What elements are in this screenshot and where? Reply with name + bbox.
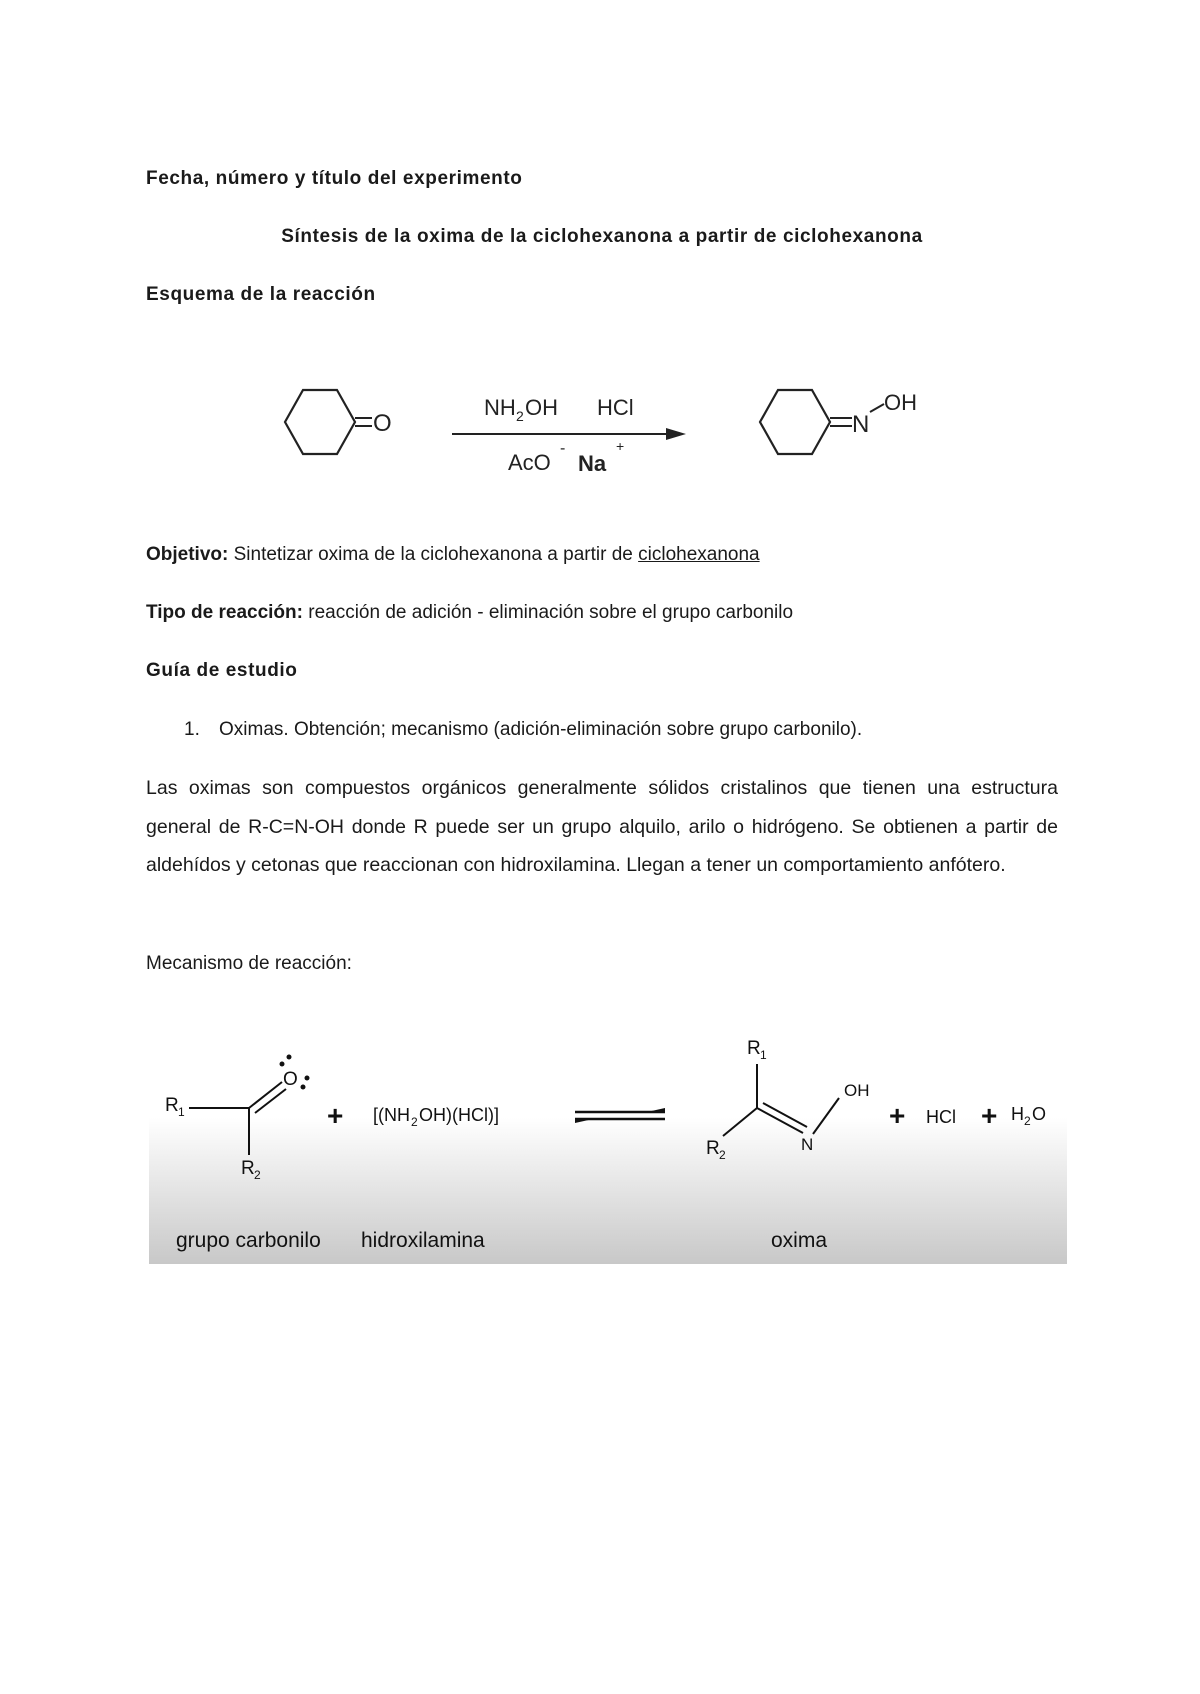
reagent-plus: + xyxy=(616,438,625,454)
tipo-text: reacción de adición - eliminación sobre el grupo carbonilo xyxy=(302,602,794,623)
caption-oxima: oxima xyxy=(771,1229,828,1252)
fecha-heading: Fecha, número y título del experimento xyxy=(146,168,523,189)
mech-prod-r1: R xyxy=(747,1038,761,1059)
list-item-number: 1. xyxy=(184,719,200,740)
mech-h2o-o: O xyxy=(1032,1104,1047,1124)
reaction-arrow-head xyxy=(666,428,686,440)
mech-prod-oh: OH xyxy=(844,1081,870,1100)
reagent-hcl: HCl xyxy=(597,395,634,420)
mech-reagent-sub: 2 xyxy=(411,1115,418,1129)
reagent-aco: AcO xyxy=(508,450,551,475)
mech-r2-sub: 2 xyxy=(254,1168,261,1182)
reagent-minus: - xyxy=(560,440,566,457)
mech-r1: R xyxy=(165,1095,179,1116)
lone-pair-dot xyxy=(287,1055,292,1060)
lone-pair-dot xyxy=(305,1076,310,1081)
reagent-sub: 2 xyxy=(516,408,524,424)
objetivo-text: Sintetizar oxima de la ciclohexanona a partir de xyxy=(228,544,639,565)
mech-prod-r2: R xyxy=(706,1138,720,1159)
mech-prod-n: N xyxy=(801,1135,814,1154)
cyclohexane-ring-reactant xyxy=(285,390,355,454)
mech-reagent-rest: OH)(HCl)] xyxy=(419,1105,499,1125)
mech-plus-2: + xyxy=(889,1100,906,1131)
mech-plus-1: + xyxy=(327,1100,344,1131)
scheme-heading: Esquema de la reacción xyxy=(146,284,376,305)
list-item-text: Oximas. Obtención; mecanismo (adición-eliminación sobre grupo carbonilo). xyxy=(219,719,863,740)
caption-carbonilo: grupo carbonilo xyxy=(176,1229,321,1252)
mech-reagent: [(NH xyxy=(373,1105,410,1125)
objetivo-label: Objetivo: xyxy=(146,544,229,565)
mech-oxygen: O xyxy=(283,1069,298,1090)
mechanism-background xyxy=(149,1012,1067,1264)
mech-plus-3: + xyxy=(981,1100,998,1131)
lone-pair-dot xyxy=(280,1062,285,1067)
reagent-na: Na xyxy=(578,451,607,476)
mech-r2: R xyxy=(241,1158,255,1179)
mech-r1-sub: 1 xyxy=(178,1105,185,1119)
product-hydroxyl: OH xyxy=(884,390,917,415)
reaction-scheme xyxy=(0,380,1200,500)
cyclohexane-ring-product xyxy=(760,390,830,454)
reagent-oh: OH xyxy=(525,395,558,420)
experiment-title: Síntesis de la oxima de la ciclohexanona a partir de ciclohexanona xyxy=(281,226,923,247)
mech-h2o-h: H xyxy=(1011,1104,1024,1124)
reactant-oxygen: O xyxy=(373,410,392,437)
mech-prod-r1-sub: 1 xyxy=(760,1048,767,1062)
mechanism-figure xyxy=(149,1012,1067,1264)
caption-hidroxilamina: hidroxilamina xyxy=(361,1229,485,1252)
objetivo-underlined: ciclohexanona xyxy=(638,544,760,565)
mech-hcl: HCl xyxy=(926,1107,956,1127)
mech-h2o-sub: 2 xyxy=(1024,1114,1031,1128)
reagent-nh: NH xyxy=(484,395,516,420)
product-nitrogen: N xyxy=(852,411,870,438)
tipo-line xyxy=(146,600,793,626)
mech-prod-r2-sub: 2 xyxy=(719,1148,726,1162)
lone-pair-dot xyxy=(301,1085,306,1090)
n-o-bond xyxy=(870,404,884,412)
guia-heading: Guía de estudio xyxy=(146,660,298,681)
body-paragraph: Las oximas son compuestos orgánicos generalmente sólidos cristalinos que tienen una estructura general de R-C=N-OH donde R puede ser un grupo alquilo, arilo o hidrógeno. Se obtienen a partir de aldehídos y cetonas que reaccionan con hidroxilamina. Llegan a tener un comportamiento anfótero. xyxy=(146,777,1058,876)
tipo-label: Tipo de reacción: xyxy=(146,602,303,623)
objetivo-line xyxy=(146,542,760,568)
mecanismo-heading: Mecanismo de reacción: xyxy=(146,953,352,974)
